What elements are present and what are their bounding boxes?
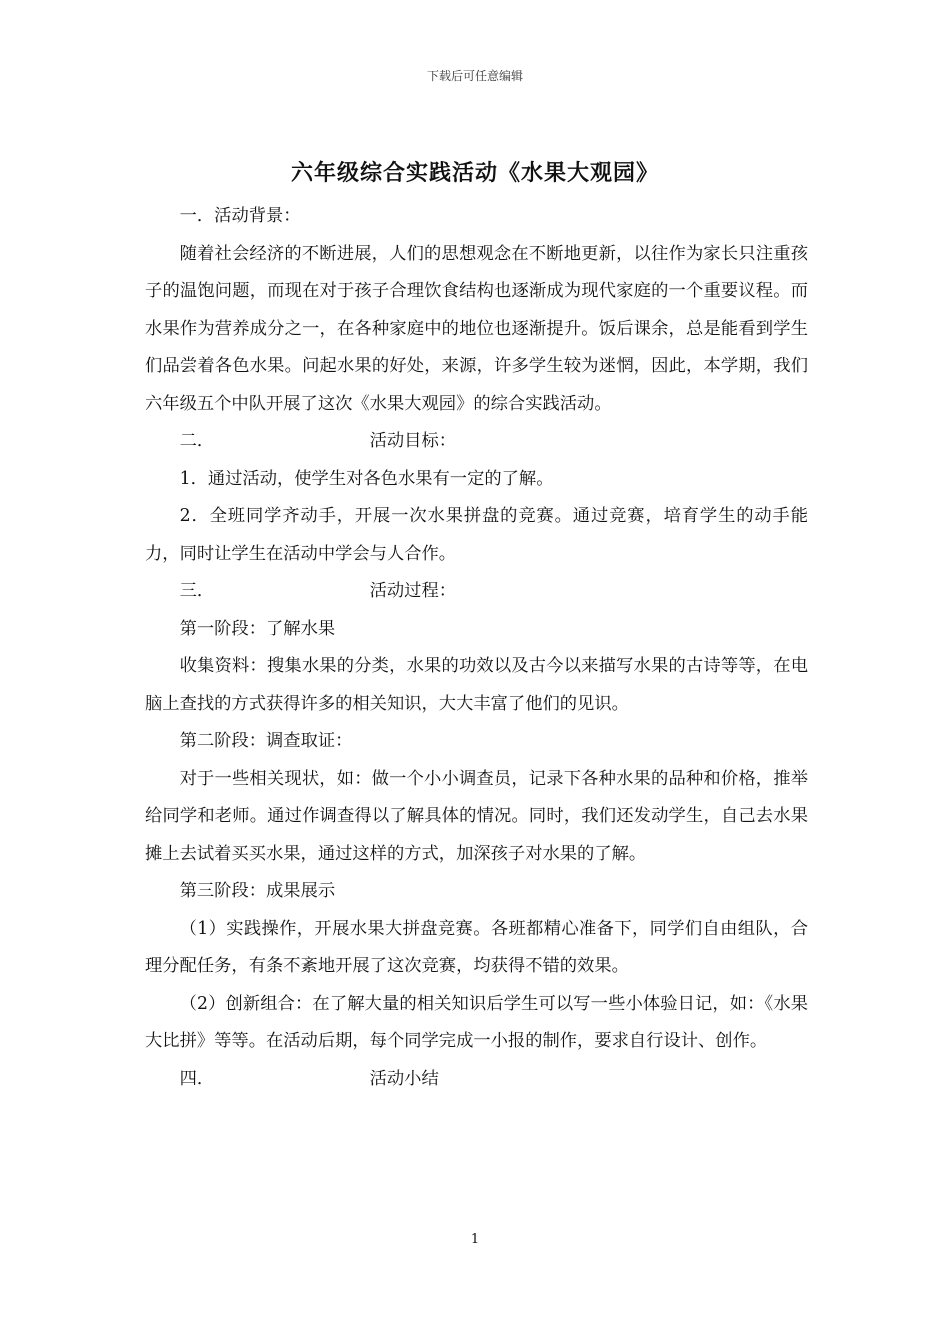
goals-heading-label: 活动目标：	[369, 431, 457, 451]
stage-1-heading: 第一阶段：了解水果	[179, 618, 336, 639]
process-heading-number: 三．	[179, 581, 215, 601]
goals-heading	[145, 423, 808, 461]
background-heading: 一．活动背景：	[179, 206, 301, 226]
summary-heading-number: 四．	[179, 1068, 215, 1089]
document-body	[145, 198, 808, 1098]
stage-1-paragraph: 收集资料：搜集水果的分类，水果的功效以及古今以来描写水果的古诗等等，在电脑上查找的方式获得许多的相关知识，大大丰富了他们的见识。	[145, 656, 808, 714]
document-title: 六年级综合实践活动《水果大观园》	[290, 160, 659, 186]
stage-3-heading: 第三阶段：成果展示	[179, 881, 336, 901]
goal-item-1: 1．通过活动，使学生对各色水果有一定的了解。	[179, 468, 554, 489]
page-number: 1	[470, 1232, 480, 1247]
stage-2-paragraph: 对于一些相关现状，如：做一个小小调查员，记录下各种水果的品种和价格，推举给同学和老师。通过作调查得以了解具体的情况。同时，我们还发动学生，自己去水果摊上去试着买买水果，通过这样的方式，加深孩子对水果的了解。	[145, 768, 808, 864]
process-heading-label: 活动过程：	[369, 581, 457, 601]
summary-heading	[145, 1061, 808, 1099]
stage-2-heading: 第二阶段：调查取证：	[179, 731, 353, 751]
background-paragraph: 随着社会经济的不断进展，人们的思想观念在不断地更新，以往作为家长只注重孩子的温饱问题，而现在对于孩子合理饮食结构也逐渐成为现代家庭的一个重要议程。而水果作为营养成分之一，在各种家庭中的地位也逐渐提升。饭后课余，总是能看到学生们品尝着各色水果。问起水果的好处，来源，许多学生较为迷惘，因此，本学期，我们六年级五个中队开展了这次《水果大观园》的综合实践活动。	[145, 243, 808, 414]
stage-3-paragraph-1: （1）实践操作，开展水果大拼盘竞赛。各班都精心准备下，同学们自由组队，合理分配任务，有条不紊地开展了这次竞赛，均获得不错的效果。	[145, 918, 808, 976]
summary-heading-label: 活动小结	[369, 1068, 439, 1089]
header-note: 下载后可任意编辑	[426, 69, 523, 83]
process-heading	[145, 573, 808, 611]
goals-heading-number: 二．	[179, 431, 215, 451]
stage-3-paragraph-2: （2）创新组合：在了解大量的相关知识后学生可以写一些小体验日记，如：《水果大比拼》等等。在活动后期，每个同学完成一小报的制作，要求自行设计、创作。	[145, 993, 808, 1051]
goal-item-2: 2．全班同学齐动手，开展一次水果拼盘的竞赛。通过竞赛，培育学生的动手能力，同时让学生在活动中学会与人合作。	[145, 506, 808, 564]
